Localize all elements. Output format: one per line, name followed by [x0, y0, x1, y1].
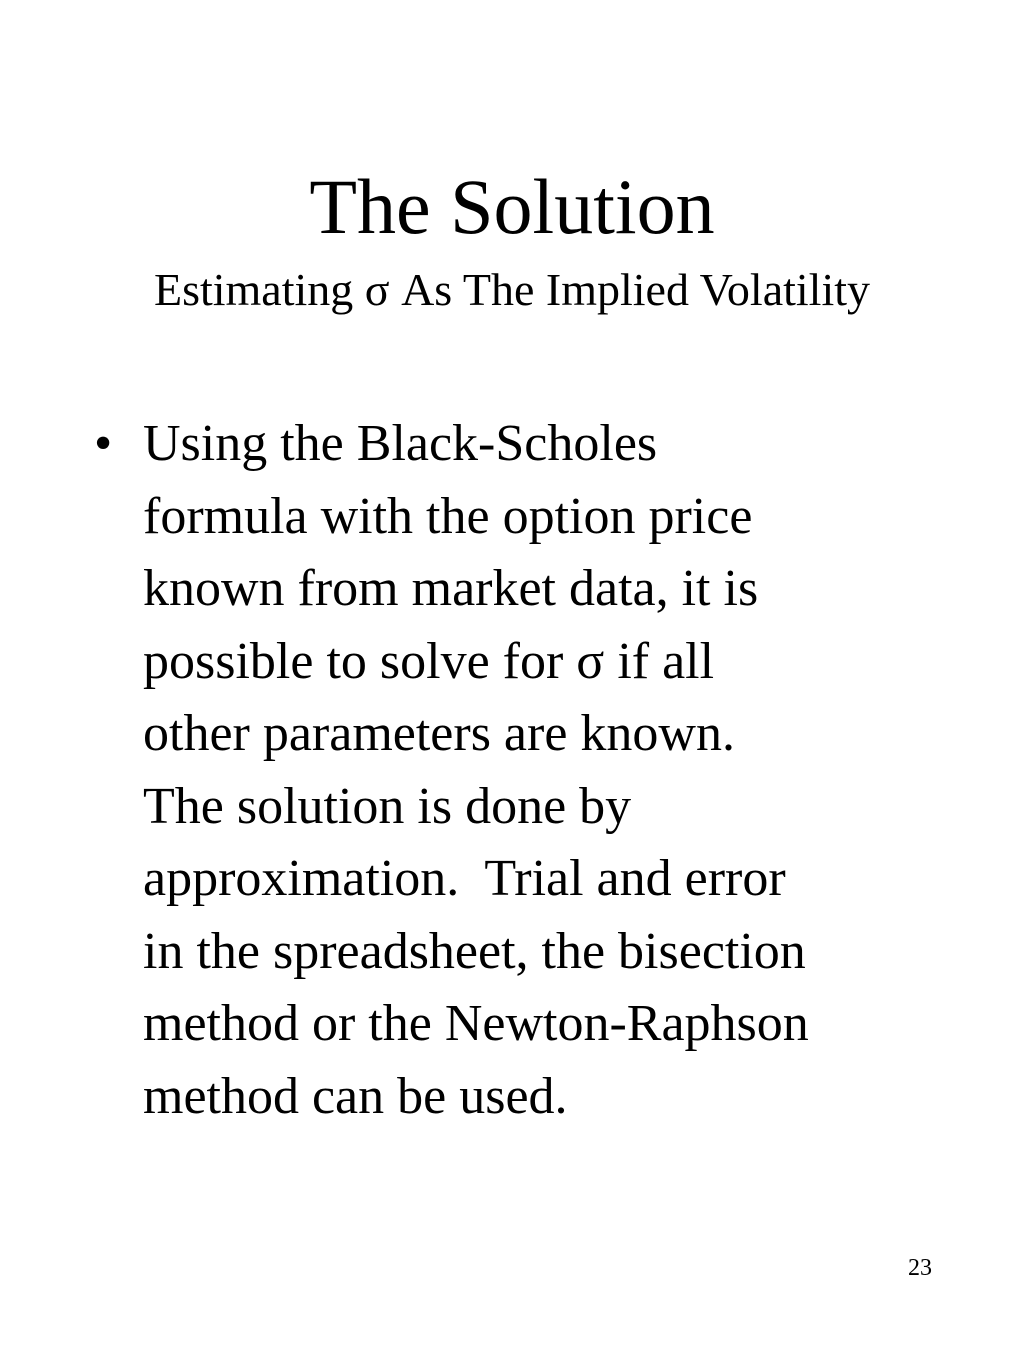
- bullet-text-line: known from market data, it is: [143, 560, 759, 617]
- bullet-icon: •: [94, 415, 113, 472]
- bullet-text-line: other parameters are known.: [143, 705, 735, 762]
- bullet-list: [94, 408, 974, 1133]
- bullet-text-line: possible to solve for σ if all: [143, 632, 715, 690]
- bullet-text-line: formula with the option price: [143, 487, 753, 545]
- bullet-text-line: The solution is done by: [143, 777, 632, 835]
- bullet-text-line: method can be used.: [143, 1067, 568, 1125]
- bullet-item: [94, 408, 974, 1133]
- bullet-text-line: in the spreadsheet, the bisection: [143, 922, 806, 980]
- bullet-text-line: approximation. Trial and error: [143, 850, 786, 907]
- page-number: 23: [908, 1255, 932, 1281]
- bullet-text-line: Using the Black-Scholes: [143, 415, 658, 472]
- bullet-text-line: method or the Newton-Raphson: [143, 995, 809, 1052]
- slide-subtitle: Estimating σ As The Implied Volatility: [153, 264, 871, 315]
- slide-title: The Solution: [309, 163, 715, 250]
